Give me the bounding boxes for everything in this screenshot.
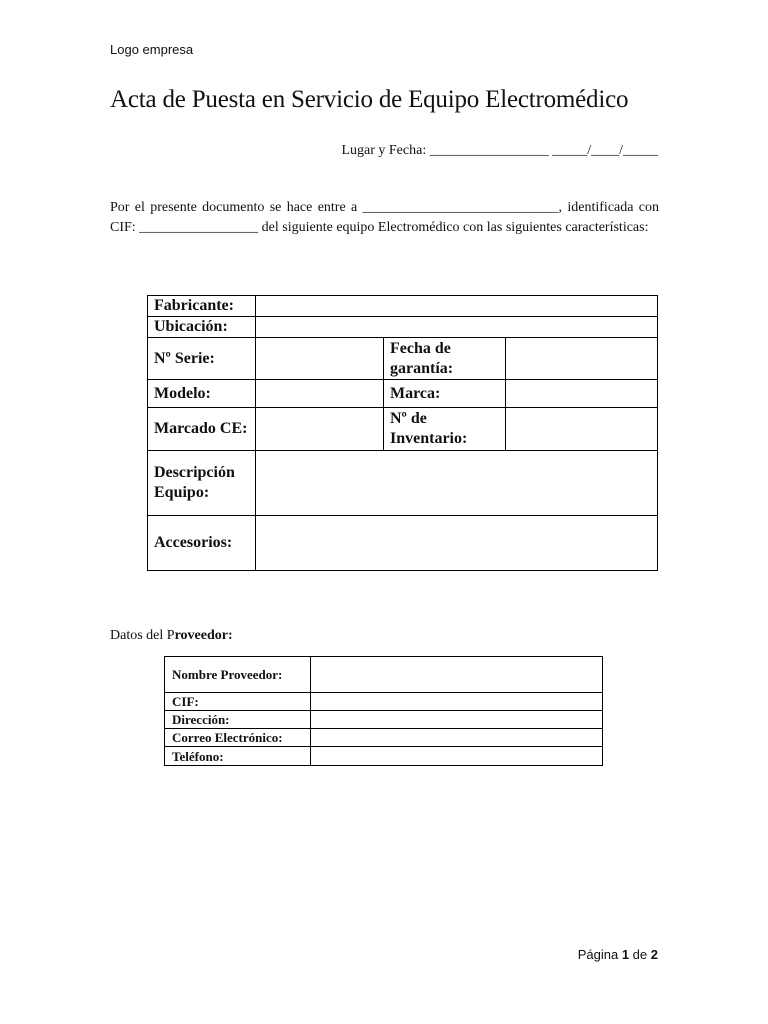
provider-table — [164, 656, 603, 766]
descripcion-value[interactable] — [256, 451, 658, 516]
marcado-ce-value[interactable] — [256, 408, 384, 451]
cif-value[interactable] — [311, 693, 603, 711]
ubicacion-value[interactable] — [256, 317, 658, 338]
provider-heading-prefix: Datos del P — [110, 628, 175, 643]
serie-value[interactable] — [256, 338, 384, 380]
modelo-value[interactable] — [256, 380, 384, 408]
provider-heading-bold: roveedor: — [174, 628, 233, 643]
page-current: 1 — [621, 947, 630, 962]
correo-label: Correo Electrónico: — [165, 729, 311, 747]
logo-placeholder: Logo empresa — [110, 42, 194, 57]
table-row — [148, 408, 658, 451]
nombre-proveedor-value[interactable] — [311, 657, 603, 693]
marca-label: Marca: — [384, 380, 506, 408]
table-row — [148, 516, 658, 571]
document-title: Acta de Puesta en Servicio de Equipo Electromédico — [110, 86, 629, 113]
telefono-label: Teléfono: — [165, 747, 311, 766]
accesorios-label: Accesorios: — [148, 516, 256, 571]
place-date-line: Lugar y Fecha: _________________ _____/____/_____ — [341, 143, 658, 158]
correo-value[interactable] — [311, 729, 603, 747]
equipment-table — [147, 295, 658, 571]
table-row — [165, 711, 603, 729]
telefono-value[interactable] — [311, 747, 603, 766]
fecha-garantia-label: Fecha de garantía: — [384, 338, 506, 380]
accesorios-value[interactable] — [256, 516, 658, 571]
marcado-ce-label: Marcado CE: — [148, 408, 256, 451]
table-row — [148, 317, 658, 338]
page-number — [578, 947, 658, 962]
page-of: de — [632, 947, 648, 962]
table-row — [165, 747, 603, 766]
table-row — [165, 729, 603, 747]
provider-heading — [110, 628, 233, 644]
fabricante-label: Fabricante: — [148, 296, 256, 317]
page-total: 2 — [650, 947, 658, 962]
marca-value[interactable] — [506, 380, 658, 408]
intro-paragraph: Por el presente documento se hace entre a ____________________________, identificada con CIF: _________________ del siguiente equipo Electromédico con las siguientes características: — [110, 200, 659, 235]
table-row — [148, 451, 658, 516]
inventario-label: Nº de Inventario: — [384, 408, 506, 451]
fecha-garantia-value[interactable] — [506, 338, 658, 380]
descripcion-label: Descripción Equipo: — [148, 451, 256, 516]
table-row — [148, 380, 658, 408]
modelo-label: Modelo: — [148, 380, 256, 408]
fabricante-value[interactable] — [256, 296, 658, 317]
direccion-value[interactable] — [311, 711, 603, 729]
table-row — [148, 296, 658, 317]
direccion-label: Dirección: — [165, 711, 311, 729]
table-row — [165, 657, 603, 693]
ubicacion-label: Ubicación: — [148, 317, 256, 338]
page-label: Página — [577, 947, 619, 962]
table-row — [165, 693, 603, 711]
nombre-proveedor-label: Nombre Proveedor: — [165, 657, 311, 693]
table-row — [148, 338, 658, 380]
cif-label: CIF: — [165, 693, 311, 711]
serie-label: Nº Serie: — [148, 338, 256, 380]
inventario-value[interactable] — [506, 408, 658, 451]
